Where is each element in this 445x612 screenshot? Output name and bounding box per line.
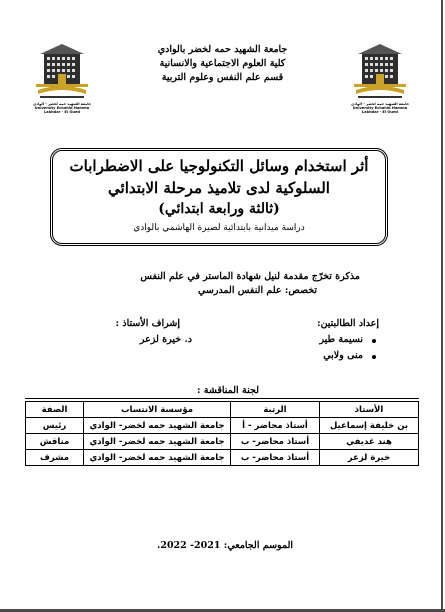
bullet-icon xyxy=(372,355,376,359)
memo-line: مذكرة تخرّج مقدمة لنيل شهادة الماستر في علم النفس xyxy=(140,271,360,282)
table-header-row xyxy=(26,402,419,418)
faculty-name: كلية العلوم الاجتماعية والانسانية xyxy=(159,58,286,69)
logo-caption: جامعة الشهيد حمه لخضر - الوادي University Echahid Hamma Lakhdar - El Oued xyxy=(32,102,92,114)
member-rank: أستاذ محاضر- ب xyxy=(231,450,320,466)
thesis-title-box xyxy=(50,148,388,246)
table-row xyxy=(26,418,419,434)
logo-caption: جامعة الشهيد حمه لخضر - الوادي University Echahid Hamma Lakhdar - El Oued xyxy=(350,102,410,114)
supervisor-name: د. خيرة لزعر xyxy=(139,334,192,345)
committee-top-rule xyxy=(25,398,419,399)
member-role: مشرف xyxy=(26,450,84,466)
academic-year: الموسم الجامعي: 2021- 2022. xyxy=(157,540,293,551)
department-name: قسم علم النفس وعلوم التربية xyxy=(161,72,284,83)
students-label: إعداد الطالبتين: xyxy=(317,318,379,329)
table-row xyxy=(26,434,419,450)
member-role: رئيس xyxy=(26,418,84,434)
member-institution: جامعة الشهيد حمه لخضر- الوادي xyxy=(84,450,231,466)
member-role: مناقش xyxy=(26,434,84,450)
table-row xyxy=(26,450,419,466)
university-name: جامعة الشهيد حمه لخضر بالوادي xyxy=(157,44,288,55)
header-professor: الأستاذ xyxy=(320,402,419,418)
committee-table xyxy=(25,401,419,466)
member-institution: جامعة الشهيد حمه لخضر- الوادي xyxy=(84,418,231,434)
header-rank: الرتبة xyxy=(231,402,320,418)
header-role: الصفة xyxy=(26,402,84,418)
member-rank: أستاذ محاضر - أ xyxy=(231,418,320,434)
thesis-title-line1: أثر استخدام وسائل التكنولوجيا على الاضطرابات xyxy=(69,157,369,175)
study-subtitle: دراسة ميدانية بابتدائية لصيرة الهاشمي بالوادي xyxy=(133,223,305,233)
thesis-title-line3: (ثالثة ورابعة ابتدائي) xyxy=(158,201,280,217)
student-name-1: نسيمة طير xyxy=(319,334,363,345)
member-name: بن خليفة إسماعيل xyxy=(320,418,419,434)
bullet-icon xyxy=(372,339,376,343)
student-name-2: منى ولابي xyxy=(323,350,363,361)
member-rank: أستاذ محاضر- ب xyxy=(231,434,320,450)
committee-title: لجنة المناقشة : xyxy=(196,385,259,396)
supervisor-label: إشراف الأستاذ : xyxy=(115,318,180,329)
member-institution: جامعة الشهيد حمه لخضر- الوادي xyxy=(84,434,231,450)
specialty-line: تخصص: علم النفس المدرسي xyxy=(197,285,317,296)
header-institution: مؤسسة الانتساب xyxy=(84,402,231,418)
member-name: هند غديفي xyxy=(320,434,419,450)
thesis-title-line2: السلوكية لدى تلاميذ مرحلة الابتدائي xyxy=(108,179,330,197)
member-name: خيرة لزعر xyxy=(320,450,419,466)
page-edge-right xyxy=(441,0,443,612)
